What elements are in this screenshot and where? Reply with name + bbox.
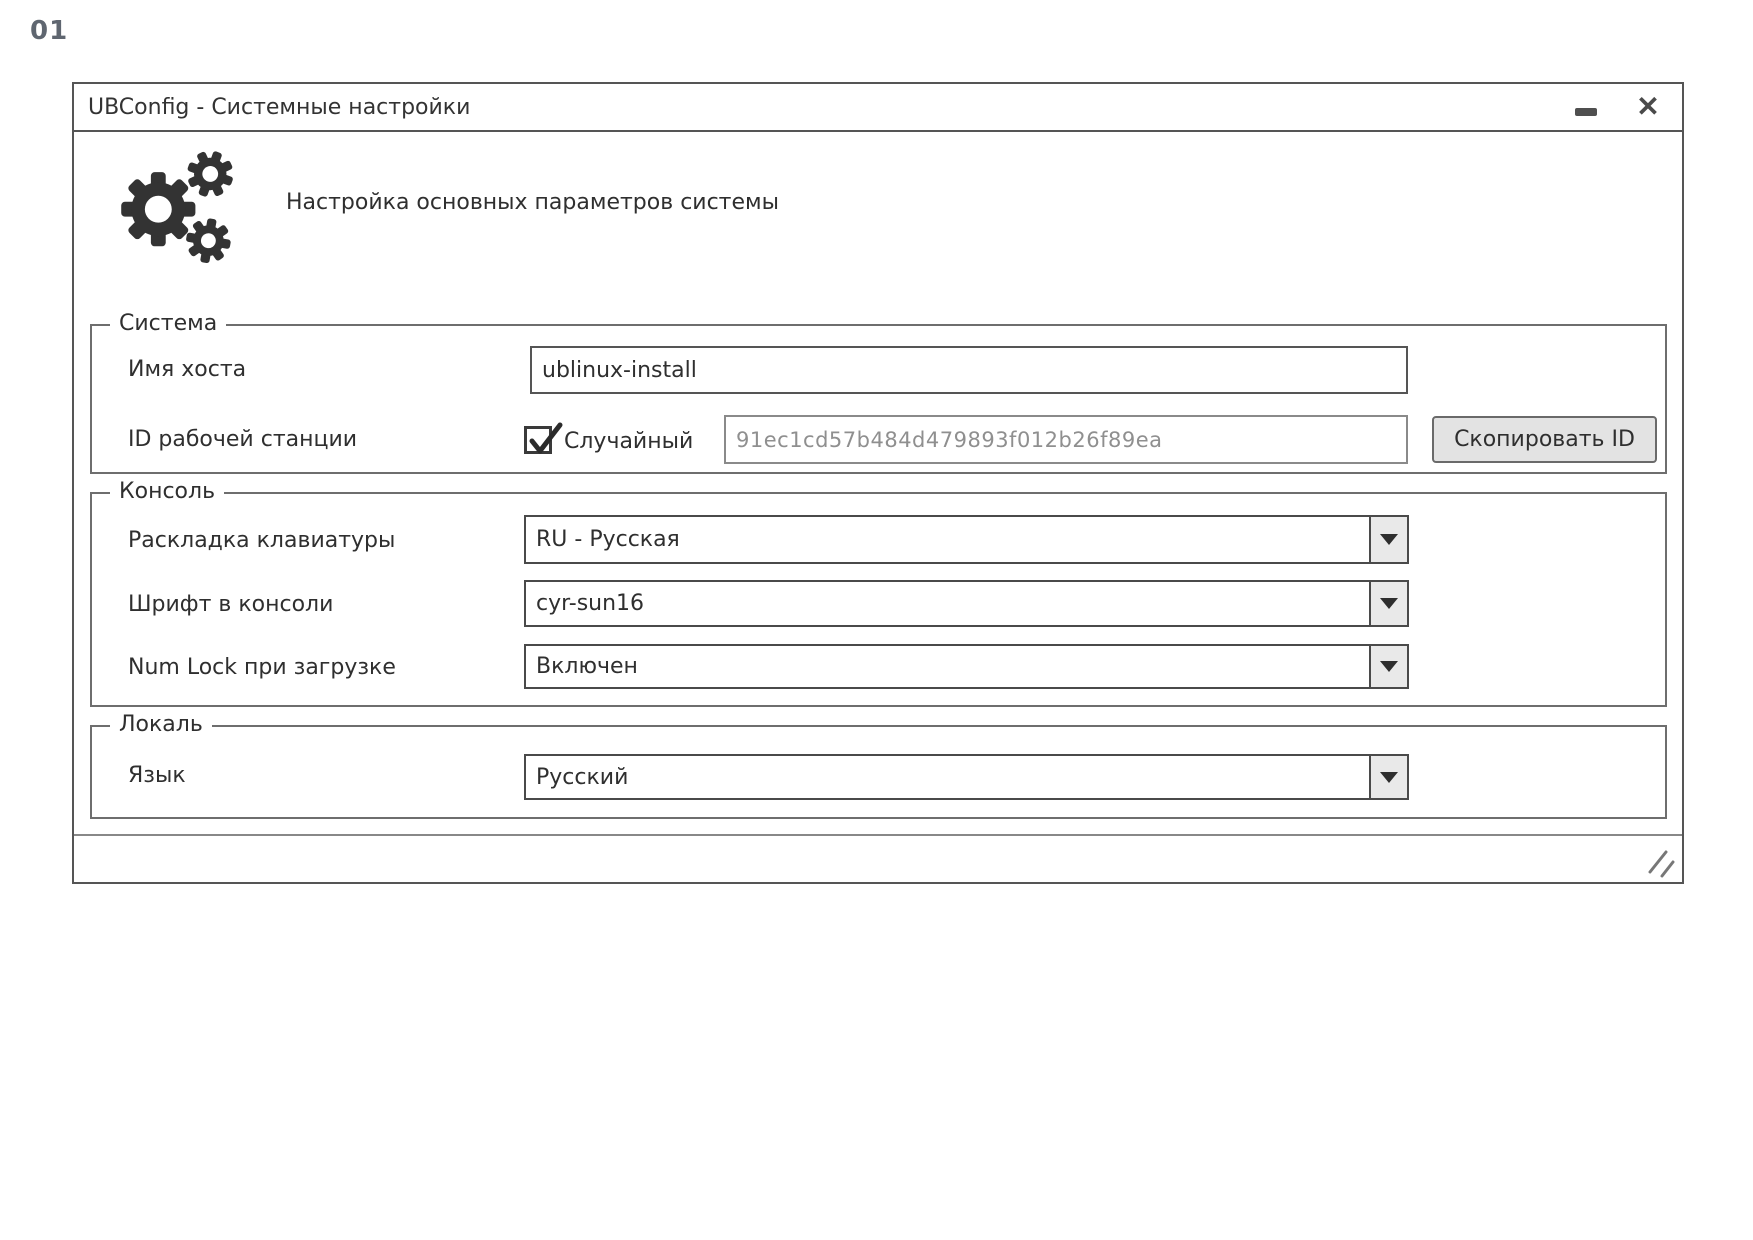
status-bar xyxy=(74,834,1682,882)
keyboard-layout-value: RU - Русская xyxy=(536,527,680,552)
window-controls xyxy=(1568,84,1674,130)
gears-icon xyxy=(110,148,240,263)
station-id-label: ID рабочей станции xyxy=(128,427,358,452)
language-value: Русский xyxy=(536,764,629,790)
console-font-select[interactable] xyxy=(524,580,1409,627)
keyboard-layout-select[interactable] xyxy=(524,515,1409,564)
group-console-legend: Консоль xyxy=(110,479,224,504)
dropdown-arrow-button[interactable] xyxy=(1369,582,1407,625)
numlock-value: Включен xyxy=(536,654,638,679)
random-id-checkbox-label: Случайный xyxy=(564,429,694,454)
language-select[interactable] xyxy=(524,754,1409,800)
minimize-dash-icon xyxy=(1575,108,1597,116)
dropdown-arrow-button[interactable] xyxy=(1369,756,1407,798)
close-x-icon: ✕ xyxy=(1636,91,1660,122)
config-window xyxy=(72,82,1684,884)
triangle-down-icon xyxy=(1380,661,1398,672)
group-locale-legend: Локаль xyxy=(110,712,212,737)
dropdown-arrow-button[interactable] xyxy=(1369,646,1407,687)
copy-id-button[interactable]: Скопировать ID xyxy=(1432,416,1657,463)
close-button[interactable] xyxy=(1630,89,1666,125)
console-font-label: Шрифт в консоли xyxy=(128,592,334,617)
dropdown-arrow-button[interactable] xyxy=(1369,517,1407,562)
triangle-down-icon xyxy=(1380,598,1398,609)
hostname-label: Имя хоста xyxy=(128,357,247,382)
keyboard-layout-label: Раскладка клавиатуры xyxy=(128,528,396,553)
title-bar[interactable] xyxy=(74,84,1682,132)
hostname-input[interactable] xyxy=(530,346,1408,394)
window-subtitle: Настройка основных параметров системы xyxy=(286,190,780,215)
random-id-checkbox[interactable] xyxy=(524,426,552,454)
console-font-value: cyr-sun16 xyxy=(536,591,645,616)
checkmark-icon xyxy=(525,419,565,459)
triangle-down-icon xyxy=(1380,772,1398,783)
station-id-input[interactable] xyxy=(724,415,1408,464)
group-system-legend: Система xyxy=(110,311,226,336)
figure-label: 01 xyxy=(30,16,69,46)
numlock-select[interactable] xyxy=(524,644,1409,689)
resize-grip-icon[interactable] xyxy=(1646,848,1678,880)
language-label: Язык xyxy=(128,763,186,788)
triangle-down-icon xyxy=(1380,534,1398,545)
window-title: UBConfig - Системные настройки xyxy=(88,94,471,120)
numlock-label: Num Lock при загрузке xyxy=(128,655,396,680)
minimize-button[interactable] xyxy=(1568,89,1604,125)
